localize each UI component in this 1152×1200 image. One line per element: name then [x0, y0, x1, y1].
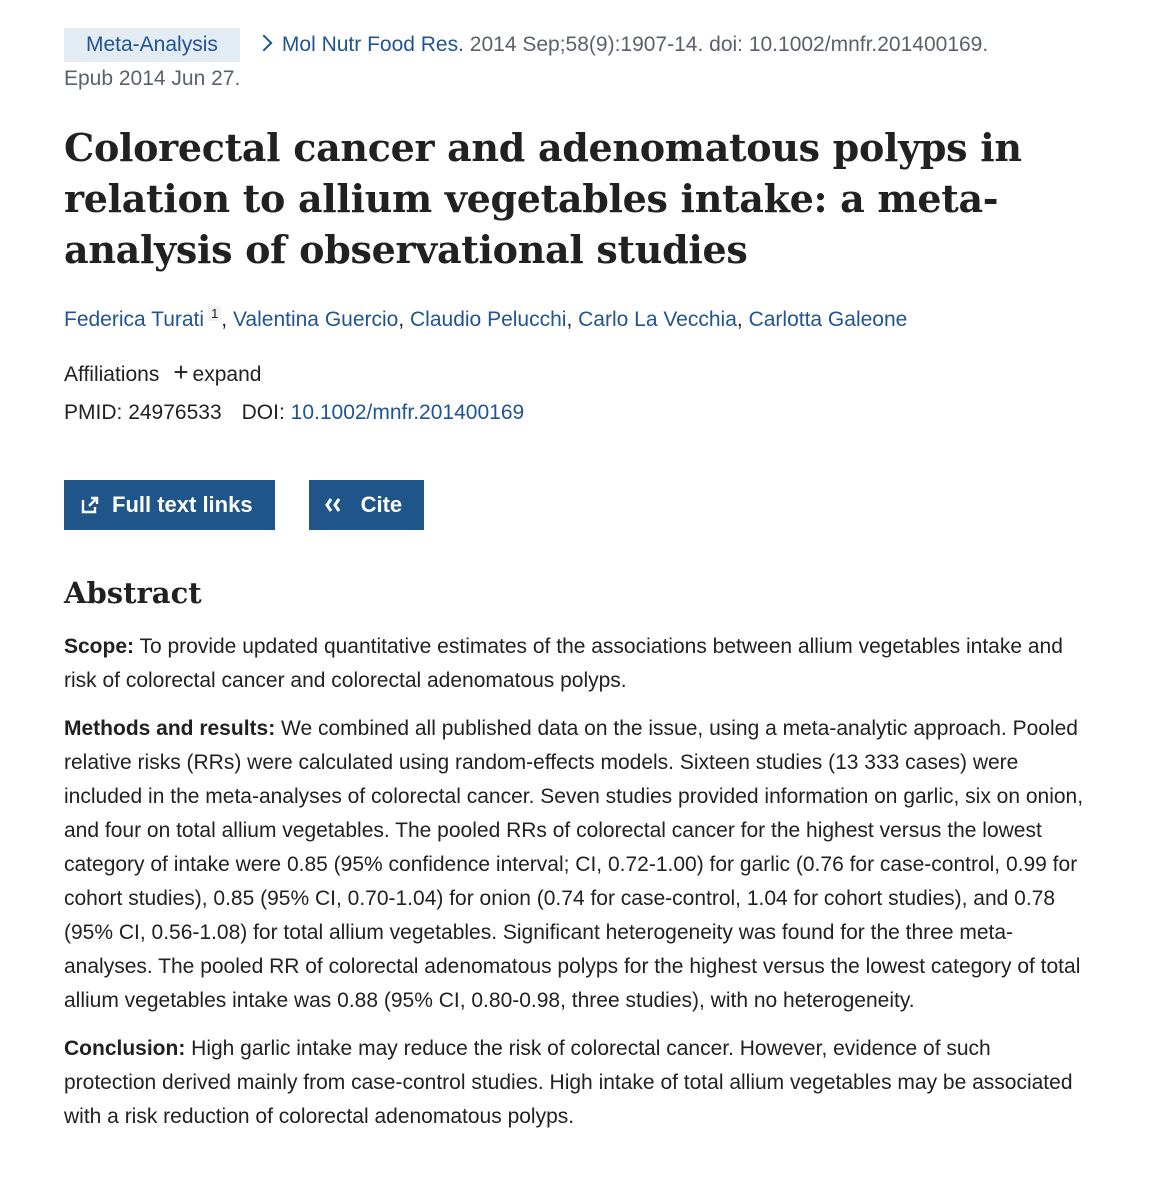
- identifiers-row: [64, 398, 1088, 428]
- chevron-right-icon[interactable]: [255, 35, 272, 52]
- cite-label: Cite: [360, 492, 403, 517]
- epub-date: Epub 2014 Jun 27.: [64, 67, 241, 90]
- citation-details: 2014 Sep;58(9):1907-14. doi: 10.1002/mnfr.201400169.: [463, 33, 989, 56]
- pmid-label: PMID:: [64, 401, 123, 424]
- methods-label: Methods and results:: [64, 717, 276, 740]
- abstract-scope: [64, 630, 1088, 698]
- affiliations-row: [64, 357, 1088, 390]
- doi-link[interactable]: 10.1002/mnfr.201400169: [290, 401, 525, 424]
- page-title: Colorectal cancer and adenomatous polyps in relation to allium vegetables intake: a meta-analysis of observational studies: [64, 125, 1022, 272]
- article-type-badge[interactable]: Meta-Analysis: [64, 28, 240, 62]
- external-link-icon: [80, 495, 100, 515]
- conclusion-label: Conclusion:: [64, 1037, 186, 1060]
- scope-label: Scope:: [64, 635, 135, 658]
- conclusion-text: High garlic intake may reduce the risk of colorectal cancer. However, evidence of such protection derived mainly from case-control studies. High intake of total allium vegetables may be associated with a risk reduction of colorectal adenomatous polyps.: [64, 1037, 1073, 1128]
- plus-icon[interactable]: +: [173, 357, 189, 387]
- journal-link[interactable]: Mol Nutr Food Res.: [281, 33, 464, 56]
- abstract-methods: [64, 712, 1088, 1018]
- citation-line: [64, 28, 1088, 96]
- cite-button[interactable]: [309, 480, 425, 530]
- affiliations-expand-toggle[interactable]: expand: [192, 363, 262, 386]
- scope-text: To provide updated quantitative estimates of the associations between allium vegetables intake and risk of colorectal cancer and colorectal adenomatous polyps.: [64, 635, 1063, 692]
- abstract-conclusion: [64, 1032, 1088, 1134]
- affiliation-number[interactable]: 1: [208, 306, 221, 321]
- author-link[interactable]: Claudio Pelucchi: [410, 308, 567, 331]
- full-text-links-button[interactable]: [64, 480, 275, 530]
- affiliations-label: Affiliations: [64, 363, 160, 386]
- author-link[interactable]: Carlo La Vecchia: [578, 308, 737, 331]
- author-link[interactable]: Carlotta Galeone: [748, 308, 908, 331]
- author-list: Federica Turati $^1$ , Valentina Guercio, Claudio Pelucchi, Carlo La Vecchia, Carlotta Galeone: [64, 306, 908, 331]
- full-text-links-label: Full text links: [112, 492, 253, 517]
- pmid-value: 24976533: [128, 401, 222, 424]
- author-link[interactable]: Federica Turati: [64, 308, 205, 331]
- action-buttons: [64, 480, 1088, 530]
- quote-icon: [325, 495, 349, 515]
- abstract-heading: Abstract: [64, 576, 202, 610]
- doi-label: DOI:: [241, 401, 285, 424]
- methods-text: We combined all published data on the issue, using a meta-analytic approach. Pooled relative risks (RRs) were calculated using random-effects models. Sixteen studies (13 333 cases) were included in the meta-analyses of colorectal cancer. Seven studies provided information on garlic, six on onion, and four on total allium vegetables. The pooled RRs of colorectal cancer for the highest versus the lowest category of intake were 0.85 (95% confidence interval; CI, 0.72-1.00) for garlic (0.76 for case-control, 0.99 for cohort studies), 0.85 (95% CI, 0.70-1.04) for onion (0.74 for case-control, 1.04 for cohort studies), and 0.78 (95% CI, 0.56-1.08) for total allium vegetables. Significant heterogeneity was found for the three meta-analyses. The pooled RR of colorectal adenomatous polyps for the highest versus the lowest category of total allium vegetables intake was 0.88 (95% CI, 0.80-0.98, three studies), with no heterogeneity.: [64, 717, 1084, 1012]
- author-link[interactable]: Valentina Guercio: [232, 308, 399, 331]
